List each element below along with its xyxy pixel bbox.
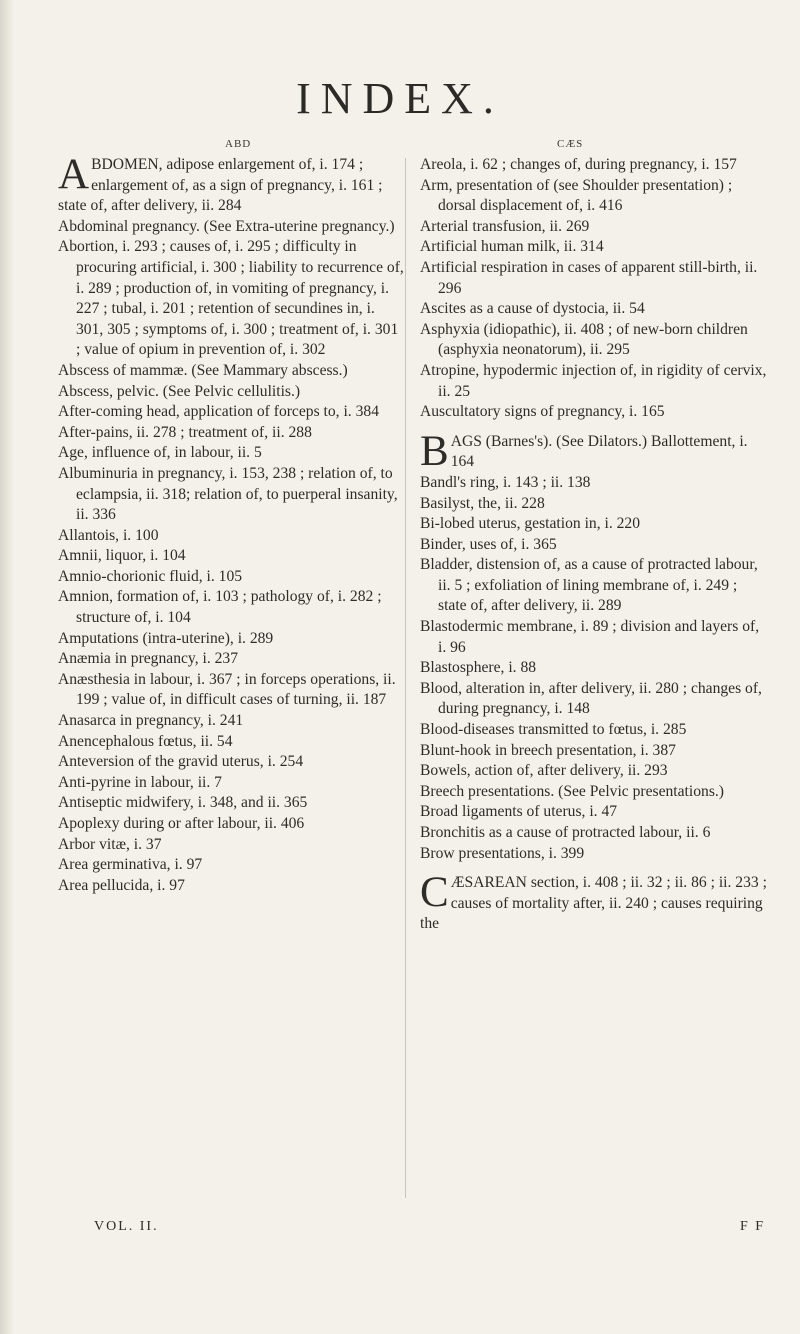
index-entry-text: Anteversion of the gravid uterus, i. 254 [58, 753, 304, 771]
index-entry-text: Abortion, i. 293 ; causes of, i. 295 ; difficulty in procuring artificial, i. 300 ; liability to recurrence of, i. 289 ; production of, in vomiting of pregnancy, i. 227 ; tubal, i. 201 ; retention of secundines in, i. 301, 305 ; symptoms of, i. 300 ; treatment of, i. 301 ; value of opium in prevention of, i. 302 [58, 238, 404, 359]
index-entry-text: Bandl's ring, i. 143 ; ii. 138 [420, 473, 591, 491]
index-entry [58, 814, 406, 835]
index-entry-text: Anasarca in pregnancy, i. 241 [58, 712, 244, 730]
index-entry [420, 720, 768, 741]
index-entry-text: ÆSAREAN section, i. 408 ; ii. 32 ; ii. 86 ; ii. 233 ; causes of mortality after, ii. 240 ; causes requiring the [420, 874, 767, 933]
signature-mark: F F [740, 1219, 766, 1234]
index-entry [58, 402, 406, 423]
index-entry [58, 876, 406, 897]
index-entry [420, 299, 768, 320]
index-entry [58, 464, 406, 526]
index-entry-text: BDOMEN, adipose enlargement of, i. 174 ; enlargement of, as a sign of pregnancy, i. 161 ; state of, after delivery, ii. 284 [58, 156, 383, 215]
index-entry [58, 752, 406, 773]
index-entry-text: Binder, uses of, i. 365 [420, 535, 557, 553]
index-entry [58, 587, 406, 628]
index-entry-text: Albuminuria in pregnancy, i. 153, 238 ; relation of, to eclampsia, ii. 318; relation of, to puerperal insanity, ii. 336 [58, 464, 398, 524]
index-entry-text: Breech presentations. (See Pelvic presentations.) [420, 782, 724, 800]
index-entry [58, 443, 406, 464]
index-entry-text: Arm, presentation of (see Shoulder presentation) ; dorsal displacement of, i. 416 [420, 176, 733, 215]
index-entry-text: Amputations (intra-uterine), i. 289 [58, 629, 274, 647]
index-entry-text: Broad ligaments of uterus, i. 47 [420, 803, 618, 821]
index-entry [58, 151, 406, 217]
volume-label: VOL. II. [94, 1219, 159, 1234]
index-entry-text: Anti-pyrine in labour, ii. 7 [58, 773, 222, 791]
index-entry [58, 546, 406, 567]
index-entry-text: Apoplexy during or after labour, ii. 406 [58, 815, 305, 832]
index-entry [420, 782, 768, 803]
index-entry [420, 514, 768, 535]
index-entry-text: Area germinativa, i. 97 [58, 856, 203, 874]
index-entry [420, 555, 768, 617]
index-entry [58, 773, 406, 794]
index-entry [420, 617, 768, 658]
index-entry-text: Anæsthesia in labour, i. 367 ; in forceps operations, ii. 199 ; value of, in difficult cases of turning, ii. 187 [58, 670, 396, 709]
index-entry-text: After-pains, ii. 278 ; treatment of, ii. 288 [58, 423, 312, 441]
index-entry-text: Anencephalous fœtus, ii. 54 [58, 732, 233, 750]
page-binding-shadow [0, 0, 14, 1334]
index-entry-text: Blood, alteration in, after delivery, ii. 280 ; changes of, during pregnancy, i. 148 [420, 679, 762, 718]
index-entry [58, 423, 406, 444]
section-initial-letter: C [420, 869, 449, 917]
index-entry-text: Amnii, liquor, i. 104 [58, 547, 186, 565]
index-entry-text: Atropine, hypodermic injection of, in rigidity of cervix, ii. 25 [420, 361, 767, 400]
index-entry [420, 320, 768, 361]
index-entry-text: Artificial human milk, ii. 314 [420, 238, 604, 256]
index-entry [420, 258, 768, 299]
index-entry [420, 473, 768, 494]
index-entry-text: Amnion, formation of, i. 103 ; pathology of, i. 282 ; structure of, i. 104 [58, 588, 382, 627]
index-entry [420, 217, 768, 238]
index-entry [420, 741, 768, 762]
index-entry [420, 361, 768, 402]
index-entry-text: Amnio-chorionic fluid, i. 105 [58, 567, 243, 585]
page-title: INDEX. [296, 74, 504, 124]
index-entry [420, 155, 768, 176]
index-entry-text: Allantois, i. 100 [58, 526, 159, 544]
index-entry [58, 855, 406, 876]
index-entry-text: Artificial respiration in cases of apparent still-birth, ii. 296 [420, 258, 758, 297]
index-entry-text: Bladder, distension of, as a cause of protracted labour, ii. 5 ; exfoliation of lining membrane of, i. 249 ; state of, after delivery, ii. 289 [420, 556, 758, 615]
index-column-right [420, 155, 768, 935]
index-entry-text: Anæmia in pregnancy, i. 237 [58, 650, 239, 668]
index-entry [420, 761, 768, 782]
index-entry-text: Age, influence of, in labour, ii. 5 [58, 444, 262, 462]
index-entry [58, 670, 406, 711]
index-entry [420, 427, 768, 475]
index-entry-text: Basilyst, the, ii. 228 [420, 494, 545, 512]
index-entry [420, 823, 768, 844]
index-entry-text: Arterial transfusion, ii. 269 [420, 217, 590, 235]
index-entry [58, 732, 406, 753]
index-entry [420, 402, 768, 423]
index-entry [58, 835, 406, 856]
index-entry-text: Auscultatory signs of pregnancy, i. 165 [420, 403, 665, 421]
index-entry-text: Areola, i. 62 ; changes of, during pregnancy, i. 157 [420, 156, 737, 173]
index-entry-text: Area pellucida, i. 97 [58, 876, 185, 894]
index-entry [58, 237, 406, 361]
index-entry [58, 526, 406, 547]
index-entry-text: Blunt-hook in breech presentation, i. 387 [420, 741, 676, 759]
index-entry-text: Bronchitis as a cause of protracted labour, ii. 6 [420, 824, 711, 841]
index-entry-text: After-coming head, application of forceps to, i. 384 [58, 403, 379, 421]
index-entry-text: Antiseptic midwifery, i. 348, and ii. 365 [58, 794, 308, 812]
index-entry [58, 382, 406, 403]
index-entry [58, 793, 406, 814]
index-entry [420, 237, 768, 258]
index-entry [420, 679, 768, 720]
index-entry-text: Bi-lobed uterus, gestation in, i. 220 [420, 515, 641, 533]
index-entry [420, 802, 768, 823]
running-headword-right: CÆS [557, 138, 584, 150]
index-entry-text: Asphyxia (idiopathic), ii. 408 ; of new-born children (asphyxia neonatorum), ii. 295 [420, 320, 748, 359]
section-initial-letter: B [420, 427, 449, 475]
index-entry-text: Abscess of mammæ. (See Mammary abscess.) [58, 361, 348, 379]
index-entry [58, 629, 406, 650]
index-entry [420, 869, 768, 935]
index-entry-text: Blood-diseases transmitted to fœtus, i. 285 [420, 721, 687, 739]
index-entry [58, 361, 406, 382]
index-entry-text: Bowels, action of, after delivery, ii. 293 [420, 762, 668, 780]
index-entry-text: Ascites as a cause of dystocia, ii. 54 [420, 300, 645, 318]
index-entry [58, 217, 406, 238]
index-entry [420, 658, 768, 679]
index-entry [58, 649, 406, 670]
index-entry-text: Brow presentations, i. 399 [420, 844, 585, 862]
index-entry-text: Abscess, pelvic. (See Pelvic cellulitis.) [58, 382, 301, 400]
index-entry [420, 844, 768, 865]
index-entry-text: Arbor vitæ, i. 37 [58, 835, 162, 853]
section-initial-letter: A [58, 151, 90, 198]
index-entry [420, 176, 768, 217]
running-headword-left: ABD [225, 138, 252, 150]
index-entry [58, 567, 406, 588]
index-entry-text: AGS (Barnes's). (See Dilators.) Ballottement, i. 164 [450, 432, 748, 471]
column-divider [405, 158, 406, 1198]
index-entry-text: Blastosphere, i. 88 [420, 659, 537, 677]
index-entry-text: Blastodermic membrane, i. 89 ; division and layers of, i. 96 [420, 618, 760, 656]
index-column-left [58, 151, 406, 896]
index-entry [420, 535, 768, 556]
index-entry [58, 711, 406, 732]
index-entry [420, 494, 768, 515]
index-entry-text: Abdominal pregnancy. (See Extra-uterine pregnancy.) [58, 217, 395, 235]
